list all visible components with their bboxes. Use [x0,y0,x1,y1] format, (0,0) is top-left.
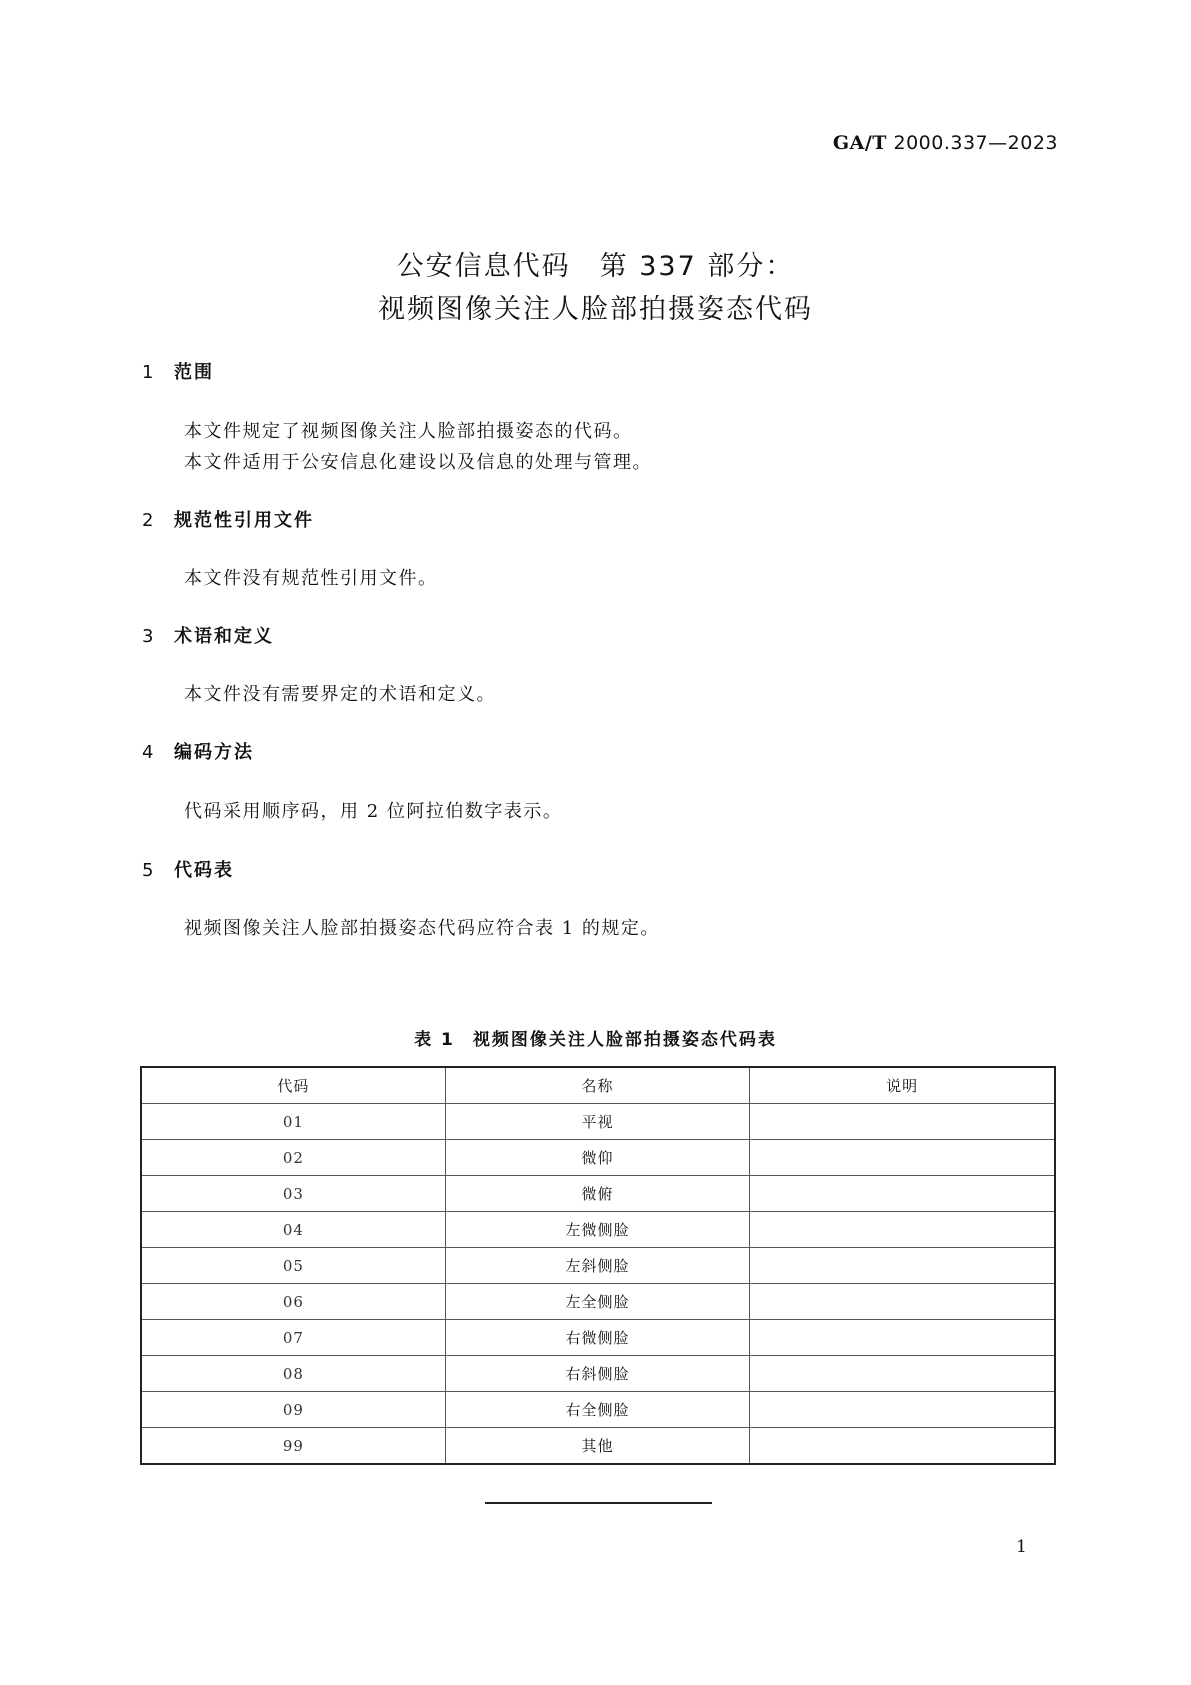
paragraph: 本文件适用于公安信息化建设以及信息的处理与管理。 [184,452,652,473]
code-cell: 05 [141,1248,445,1284]
code-table [140,1066,1056,1465]
section-heading-scope [142,358,214,384]
table-row [141,1428,1055,1465]
column-header-code: 代码 [141,1067,445,1104]
description-cell [750,1284,1055,1320]
section-heading-coding-method [142,738,254,764]
table-caption-label: 表 1 [414,1030,455,1050]
paragraph: 视频图像关注人脸部拍摄姿态代码应符合表 1 的规定。 [184,918,660,939]
name-cell: 左全侧脸 [445,1284,749,1320]
code-cell: 03 [141,1176,445,1212]
table-row [141,1248,1055,1284]
section-title: 编码方法 [174,742,254,763]
description-cell [750,1140,1055,1176]
section-heading-normative-references [142,506,314,532]
paragraph: 本文件没有需要界定的术语和定义。 [184,684,496,705]
code-cell: 07 [141,1320,445,1356]
section-number: 5 [142,860,156,881]
standard-prefix: GA/T [832,132,887,154]
document-title-line-1: 公安信息代码 第 337 部分： [396,251,795,282]
section-heading-terms [142,622,274,648]
name-cell: 左斜侧脸 [445,1248,749,1284]
column-header-name: 名称 [445,1067,749,1104]
table-row [141,1320,1055,1356]
standard-number: 2000.337—2023 [893,132,1058,154]
page-number: 1 [1016,1537,1027,1557]
section-heading-code-table [142,856,234,882]
code-cell: 08 [141,1356,445,1392]
table-row [141,1104,1055,1140]
description-cell [750,1176,1055,1212]
paragraph: 本文件没有规范性引用文件。 [184,568,438,589]
description-cell [750,1428,1055,1465]
table-row [141,1212,1055,1248]
section-title: 范围 [174,362,214,383]
document-title-line-2: 视频图像关注人脸部拍摄姿态代码 [378,294,813,325]
name-cell: 右全侧脸 [445,1392,749,1428]
section-number: 3 [142,626,156,647]
code-cell: 09 [141,1392,445,1428]
name-cell: 平视 [445,1104,749,1140]
description-cell [750,1356,1055,1392]
table-row [141,1284,1055,1320]
code-cell: 01 [141,1104,445,1140]
name-cell: 右微侧脸 [445,1320,749,1356]
code-cell: 99 [141,1428,445,1465]
standard-code [700,132,1058,154]
description-cell [750,1104,1055,1140]
description-cell [750,1248,1055,1284]
table-caption-title: 视频图像关注人脸部拍摄姿态代码表 [472,1030,777,1050]
name-cell: 微仰 [445,1140,749,1176]
table-row [141,1176,1055,1212]
description-cell [750,1320,1055,1356]
table-row [141,1356,1055,1392]
name-cell: 微俯 [445,1176,749,1212]
table-row [141,1140,1055,1176]
description-cell [750,1392,1055,1428]
column-header-description: 说明 [750,1067,1055,1104]
code-cell: 06 [141,1284,445,1320]
table-row [141,1392,1055,1428]
end-of-document-rule [485,1502,712,1504]
section-number: 2 [142,510,156,531]
section-title: 规范性引用文件 [174,510,314,531]
paragraph: 本文件规定了视频图像关注人脸部拍摄姿态的代码。 [184,421,633,442]
section-title: 术语和定义 [174,626,274,647]
code-cell: 04 [141,1212,445,1248]
code-cell: 02 [141,1140,445,1176]
name-cell: 右斜侧脸 [445,1356,749,1392]
section-number: 1 [142,362,156,383]
table-header-row [141,1067,1055,1104]
section-number: 4 [142,742,156,763]
name-cell: 其他 [445,1428,749,1465]
table-caption [0,1025,1191,1050]
description-cell [750,1212,1055,1248]
section-title: 代码表 [174,860,234,881]
name-cell: 左微侧脸 [445,1212,749,1248]
paragraph: 代码采用顺序码，用 2 位阿拉伯数字表示。 [184,801,563,822]
